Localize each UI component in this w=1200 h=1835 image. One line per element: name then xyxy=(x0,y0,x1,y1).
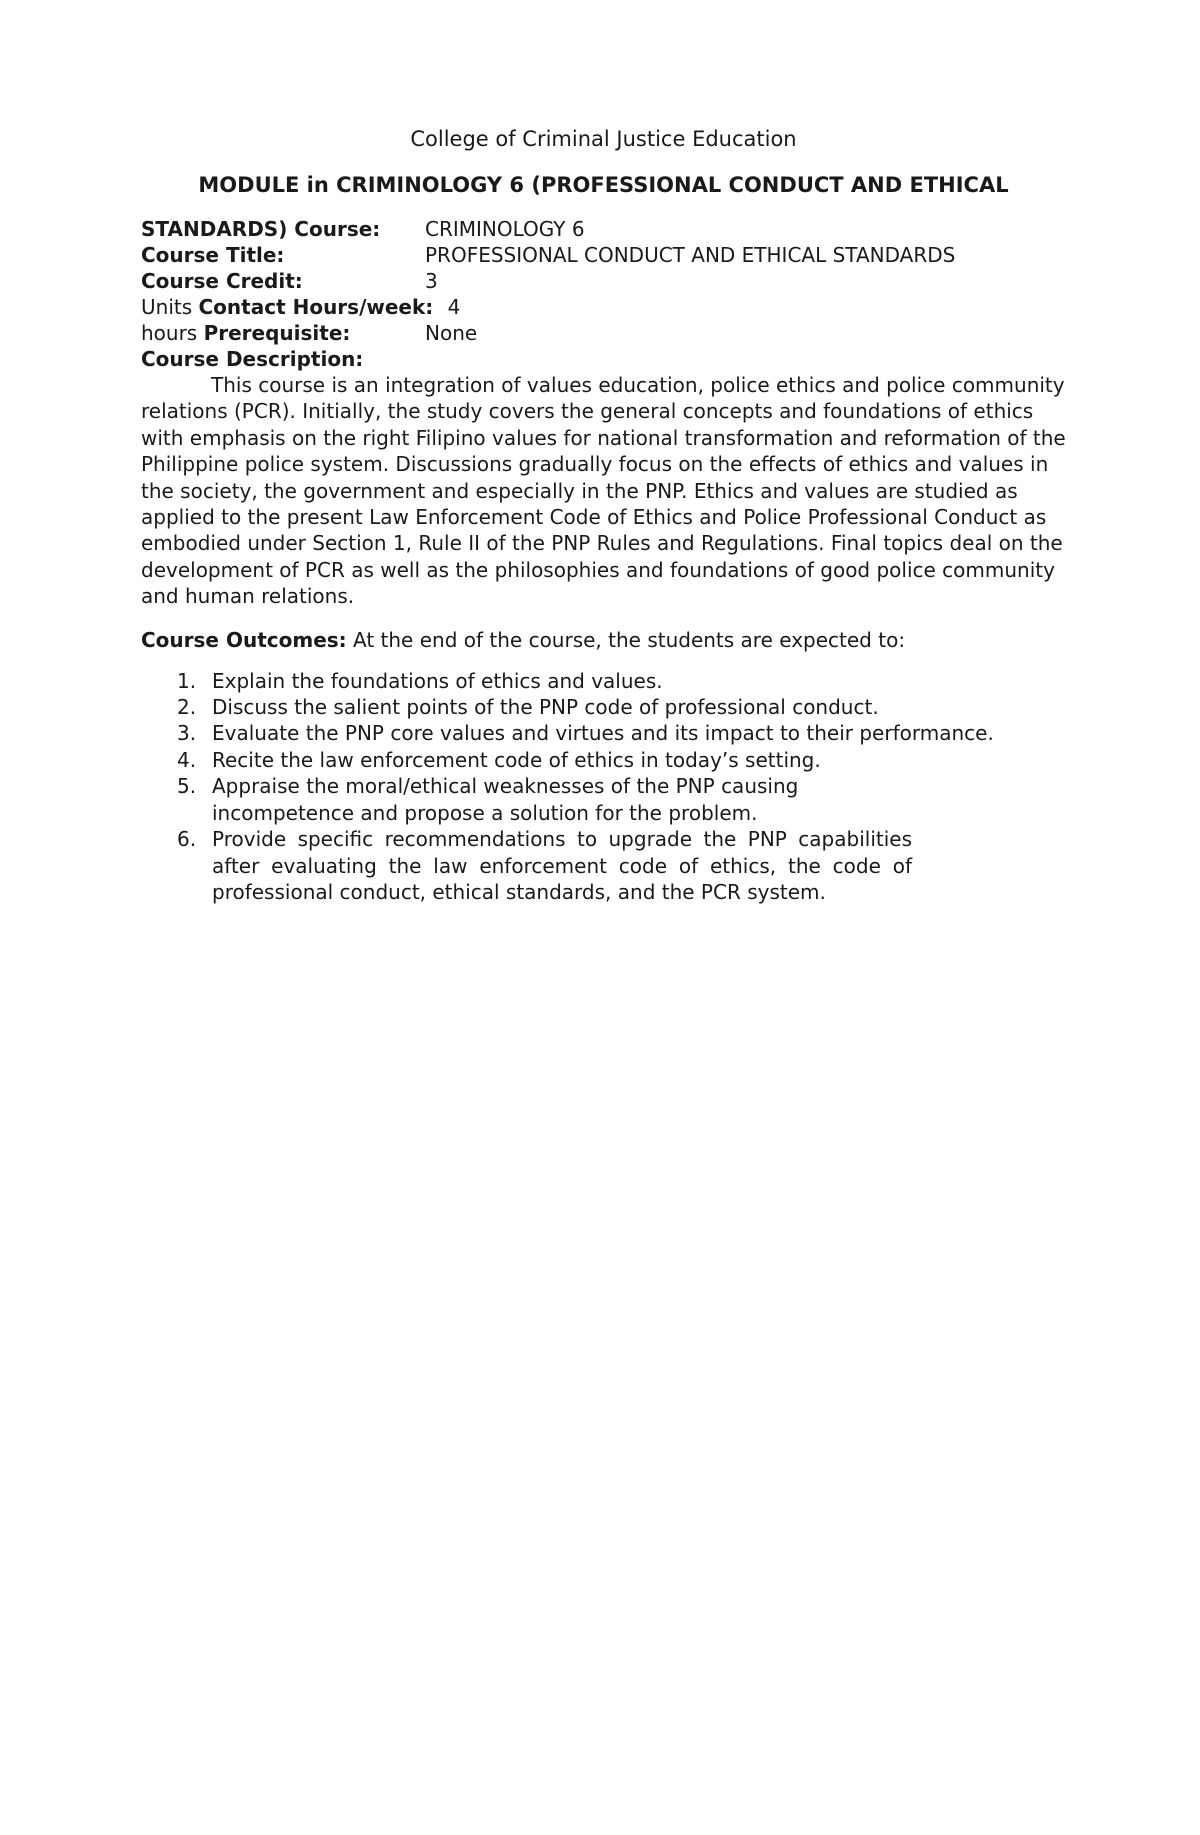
list-item xyxy=(141,668,1066,694)
outcomes-intro: At the end of the course, the students are expected to: xyxy=(346,627,906,652)
college-heading: College of Criminal Justice Education xyxy=(410,127,797,151)
list-item-number: 6. xyxy=(177,827,197,852)
list-item-number: 3. xyxy=(177,721,197,746)
list-item-text: Recite the law enforcement code of ethics in today’s setting. xyxy=(212,747,821,772)
meta-label-credit: Course Credit: xyxy=(141,269,303,293)
course-meta xyxy=(141,216,1066,372)
list-item-text: Discuss the salient points of the PNP code of professional conduct. xyxy=(212,695,879,720)
meta-row-credit xyxy=(141,268,1066,294)
meta-prefix-hours: hours xyxy=(141,321,204,345)
meta-value-credit: 3 xyxy=(425,269,438,293)
meta-value-prerequisite: None xyxy=(425,321,478,345)
meta-row-description xyxy=(141,346,1066,372)
meta-row-hours xyxy=(141,294,1066,320)
list-item-text: Appraise the moral/ethical weaknesses of the PNP causing incompetence and propose a solution for the problem. xyxy=(212,774,799,825)
list-item-number: 2. xyxy=(177,695,197,720)
list-item xyxy=(141,773,912,826)
meta-label-hours: Contact Hours/week: xyxy=(198,295,434,319)
meta-value-hours: 4 xyxy=(447,295,461,319)
list-item-number: 1. xyxy=(177,668,197,693)
list-item xyxy=(141,694,1066,720)
list-item xyxy=(141,720,1066,746)
list-item xyxy=(141,826,912,905)
meta-label-prerequisite: Prerequisite: xyxy=(203,321,351,345)
course-description: This course is an integration of values education, police ethics and police community relations (PCR). Initially, the study covers the general concepts and foundations of ethics with emphasis on the right Filipino values for national transformation and reformation of the Philippine police system. Discussions gradually focus on the effects of ethics and values in the society, the government and especially in the PNP. Ethics and values are studied as applied to the present Law Enforcement Code of Ethics and Police Professional Conduct as embodied under Section 1, Rule II of the PNP Rules and Regulations. Final topics deal on the development of PCR as well as the philosophies and foundations of good police community and human relations. xyxy=(141,373,1066,609)
module-heading: MODULE in CRIMINOLOGY 6 (PROFESSIONAL CONDUCT AND ETHICAL xyxy=(198,173,1009,197)
list-item-number: 5. xyxy=(177,774,197,799)
meta-value-course: CRIMINOLOGY 6 xyxy=(425,217,585,241)
outcomes-label: Course Outcomes: xyxy=(141,627,347,652)
meta-row-title xyxy=(141,242,1066,268)
list-item-number: 4. xyxy=(177,747,197,772)
meta-value-title: PROFESSIONAL CONDUCT AND ETHICAL STANDARDS xyxy=(425,243,956,267)
list-item-text: Evaluate the PNP core values and virtues and its impact to their performance. xyxy=(212,721,994,746)
list-item-text: Explain the foundations of ethics and values. xyxy=(212,668,663,693)
meta-row-course xyxy=(141,216,1066,242)
meta-label-course: STANDARDS) Course: xyxy=(141,217,381,241)
outcomes-list xyxy=(141,668,1066,906)
document-content xyxy=(141,126,1066,905)
list-item xyxy=(141,747,1066,773)
meta-row-prerequisite xyxy=(141,320,1066,346)
list-item-text: Provide specific recommendations to upgrade the PNP capabilities after evaluating the law enforcement code of ethics, the code of professional conduct, ethical standards, and the PCR system. xyxy=(212,827,912,904)
outcomes-heading xyxy=(141,627,1066,653)
meta-prefix-units: Units xyxy=(141,295,199,319)
meta-label-title: Course Title: xyxy=(141,243,285,267)
meta-label-description: Course Description: xyxy=(141,347,364,371)
